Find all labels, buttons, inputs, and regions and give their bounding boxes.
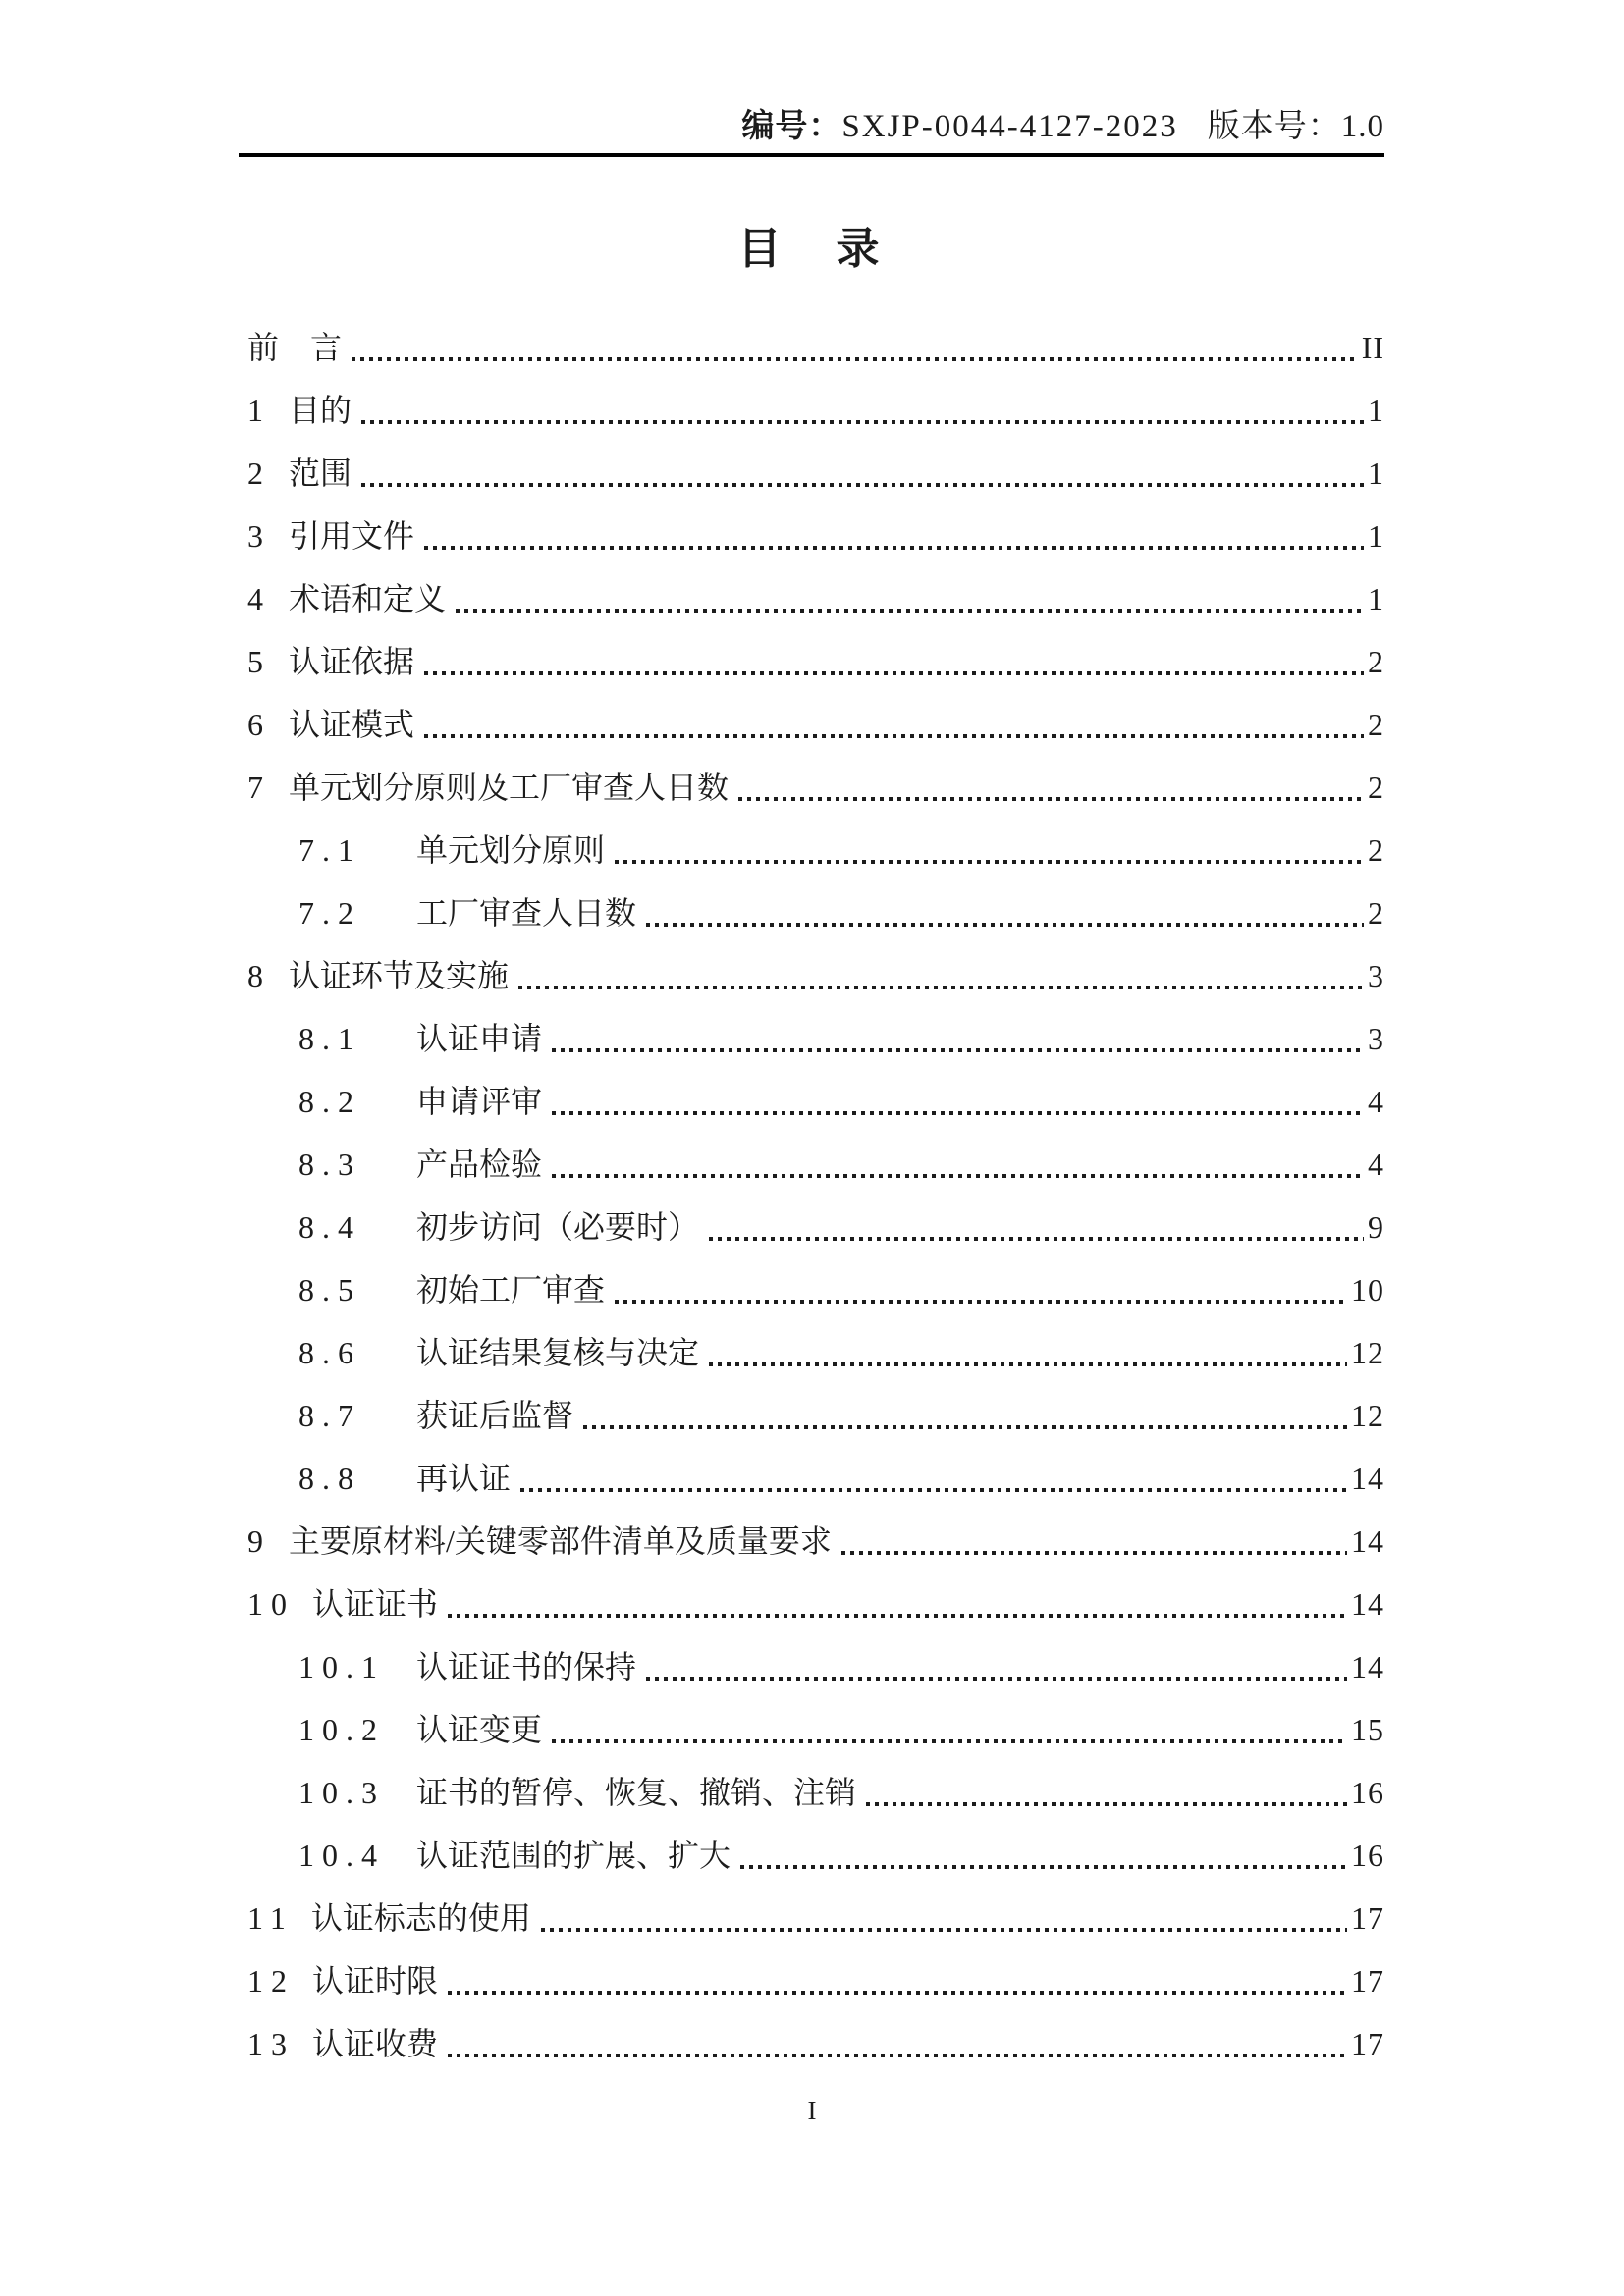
toc-entry-label: 认证时限 — [312, 1963, 439, 1999]
toc-dotted-leader — [646, 923, 1364, 927]
toc-entry — [247, 1649, 1384, 1712]
toc-entry-number: 8.8 — [298, 1461, 361, 1496]
toc-entry — [247, 393, 1384, 455]
toc-page-number: 2 — [1368, 895, 1384, 931]
toc-entry-label: 认证变更 — [416, 1712, 543, 1747]
toc-entry — [247, 832, 1384, 895]
toc-entry-label: 目的 — [289, 393, 352, 428]
toc-entry-label: 认证证书 — [312, 1586, 439, 1622]
toc-entry-number: 10 — [247, 1586, 295, 1622]
version-value: 1.0 — [1340, 109, 1384, 144]
toc-entry-label: 认证模式 — [289, 707, 415, 742]
toc-entry-number: 8.1 — [298, 1021, 361, 1056]
toc-dotted-leader — [448, 1614, 1347, 1618]
toc-entry — [247, 455, 1384, 518]
toc-entry-number: 2 — [247, 455, 271, 491]
toc-dotted-leader — [615, 860, 1364, 864]
toc-dotted-leader — [448, 2054, 1347, 2057]
toc-entry — [247, 1586, 1384, 1649]
toc-page-number: 14 — [1351, 1586, 1384, 1622]
toc-entry-number: 8.2 — [298, 1084, 361, 1119]
toc-page-number: 17 — [1351, 1963, 1384, 1999]
toc-entry-number: 8.6 — [298, 1335, 361, 1370]
toc-dotted-leader — [583, 1425, 1347, 1429]
toc-page-number: 9 — [1368, 1209, 1384, 1245]
toc-entry-number: 8.4 — [298, 1209, 361, 1245]
toc-entry-label: 范围 — [289, 455, 352, 491]
toc-entry-label: 认证环节及实施 — [289, 958, 510, 993]
toc-dotted-leader — [866, 1802, 1347, 1806]
toc-dotted-leader — [424, 546, 1364, 550]
toc-entry — [247, 1021, 1384, 1084]
page-title: 目 录 — [737, 225, 886, 273]
toc-entry-label: 单元划分原则及工厂审查人日数 — [289, 770, 730, 805]
header-rule — [239, 153, 1384, 157]
toc-entry-label: 认证申请 — [416, 1021, 543, 1056]
toc-page-number: 1 — [1368, 393, 1384, 428]
toc-entry — [247, 1272, 1384, 1335]
toc-entry-label: 获证后监督 — [416, 1398, 574, 1433]
toc-entry-number: 12 — [247, 1963, 295, 1999]
toc-entry — [247, 895, 1384, 958]
toc-page-number: 4 — [1368, 1147, 1384, 1182]
toc-page-number: 17 — [1351, 2026, 1384, 2061]
toc-entry — [247, 1712, 1384, 1775]
toc-page-number: II — [1361, 330, 1384, 365]
toc-entry-number: 7.2 — [298, 895, 361, 931]
toc-dotted-leader — [518, 986, 1364, 989]
toc-dotted-leader — [424, 734, 1364, 738]
toc-entry-number: 7 — [247, 770, 271, 805]
doc-number-label: 编号： — [741, 109, 842, 144]
toc-dotted-leader — [552, 1739, 1347, 1743]
toc-entry — [247, 2026, 1384, 2089]
toc-entry-number: 9 — [247, 1523, 271, 1559]
toc-entry-number: 3 — [247, 518, 271, 554]
toc-entry-number: 10.1 — [298, 1649, 385, 1684]
toc-entry — [247, 330, 1384, 393]
toc-entry — [247, 581, 1384, 644]
toc-entry-label: 产品检验 — [416, 1147, 543, 1182]
toc-entry-number: 10.4 — [298, 1838, 385, 1873]
toc-dotted-leader — [615, 1300, 1347, 1304]
toc — [247, 330, 1384, 2089]
toc-dotted-leader — [841, 1551, 1347, 1555]
toc-entry-label: 工厂审查人日数 — [416, 895, 637, 931]
toc-page-number: 1 — [1368, 455, 1384, 491]
toc-entry-label: 申请评审 — [416, 1084, 543, 1119]
toc-dotted-leader — [552, 1111, 1364, 1115]
toc-page-number: 3 — [1368, 1021, 1384, 1056]
toc-entry-number: 4 — [247, 581, 271, 616]
toc-entry — [247, 1900, 1384, 1963]
toc-entry-label: 主要原材料/关键零部件清单及质量要求 — [289, 1523, 832, 1559]
toc-dotted-leader — [520, 1488, 1347, 1492]
toc-entry-number: 8 — [247, 958, 271, 993]
toc-entry-label: 认证结果复核与决定 — [416, 1335, 700, 1370]
toc-entry-number: 8.5 — [298, 1272, 361, 1308]
toc-entry — [247, 958, 1384, 1021]
toc-entry — [247, 1398, 1384, 1461]
toc-page-number: 14 — [1351, 1649, 1384, 1684]
toc-dotted-leader — [646, 1677, 1347, 1681]
toc-entry-label: 认证范围的扩展、扩大 — [416, 1838, 731, 1873]
toc-dotted-leader — [740, 1865, 1347, 1869]
doc-number-value: SXJP-0044-4127-2023 — [841, 109, 1178, 144]
toc-dotted-leader — [552, 1048, 1364, 1052]
toc-dotted-leader — [541, 1928, 1347, 1932]
toc-page-number: 2 — [1368, 832, 1384, 868]
toc-entry-label: 认证证书的保持 — [416, 1649, 637, 1684]
toc-entry — [247, 1963, 1384, 2026]
toc-entry — [247, 1147, 1384, 1209]
toc-entry — [247, 1335, 1384, 1398]
toc-entry-label: 初步访问（必要时） — [416, 1209, 700, 1245]
toc-entry — [247, 1209, 1384, 1272]
toc-entry-label: 术语和定义 — [289, 581, 447, 616]
toc-entry — [247, 1523, 1384, 1586]
toc-entry-label: 认证收费 — [312, 2026, 439, 2061]
toc-entry-number: 10.3 — [298, 1775, 385, 1810]
toc-entry-number: 13 — [247, 2026, 295, 2061]
toc-entry-label: 前 言 — [247, 330, 343, 365]
toc-page-number: 4 — [1368, 1084, 1384, 1119]
toc-page-number: 2 — [1368, 770, 1384, 805]
toc-entry-label: 单元划分原则 — [416, 832, 606, 868]
toc-dotted-leader — [361, 420, 1364, 424]
toc-dotted-leader — [448, 1991, 1347, 1995]
footer-page-number: I — [807, 2096, 817, 2125]
toc-dotted-leader — [424, 671, 1364, 675]
toc-page-number: 3 — [1368, 958, 1384, 993]
toc-entry-number: 6 — [247, 707, 271, 742]
toc-entry — [247, 518, 1384, 581]
toc-page-number: 16 — [1351, 1775, 1384, 1810]
toc-entry — [247, 644, 1384, 707]
toc-dotted-leader — [738, 797, 1364, 801]
toc-page-number: 12 — [1351, 1398, 1384, 1433]
toc-entry — [247, 770, 1384, 832]
toc-dotted-leader — [552, 1174, 1364, 1178]
toc-dotted-leader — [361, 483, 1364, 487]
toc-entry-label: 证书的暂停、恢复、撤销、注销 — [416, 1775, 857, 1810]
toc-entry-number: 8.3 — [298, 1147, 361, 1182]
toc-entry-number: 10.2 — [298, 1712, 385, 1747]
toc-entry-label: 初始工厂审查 — [416, 1272, 606, 1308]
toc-dotted-leader — [709, 1237, 1364, 1241]
toc-entry-label: 引用文件 — [289, 518, 415, 554]
toc-page-number: 10 — [1351, 1272, 1384, 1308]
header-meta — [239, 100, 1384, 146]
toc-page-number: 2 — [1368, 707, 1384, 742]
toc-page-number: 12 — [1351, 1335, 1384, 1370]
toc-entry — [247, 1775, 1384, 1838]
version-label: 版本号： — [1207, 109, 1341, 144]
toc-entry-number: 8.7 — [298, 1398, 361, 1433]
toc-page-number: 15 — [1351, 1712, 1384, 1747]
toc-dotted-leader — [352, 357, 1358, 361]
toc-page-number: 17 — [1351, 1900, 1384, 1936]
toc-page-number: 2 — [1368, 644, 1384, 679]
toc-entry — [247, 1838, 1384, 1900]
toc-entry-number: 1 — [247, 393, 271, 428]
toc-page-number: 16 — [1351, 1838, 1384, 1873]
toc-entry-number: 7.1 — [298, 832, 361, 868]
toc-entry-label: 再认证 — [416, 1461, 512, 1496]
toc-page-number: 1 — [1368, 518, 1384, 554]
toc-entry-number: 5 — [247, 644, 271, 679]
toc-entry-label: 认证依据 — [289, 644, 415, 679]
toc-entry — [247, 707, 1384, 770]
toc-page-number: 14 — [1351, 1461, 1384, 1496]
toc-entry — [247, 1084, 1384, 1147]
toc-entry-label: 认证标志的使用 — [310, 1900, 531, 1936]
toc-entry — [247, 1461, 1384, 1523]
toc-dotted-leader — [709, 1362, 1347, 1366]
toc-dotted-leader — [456, 609, 1364, 613]
toc-page-number: 1 — [1368, 581, 1384, 616]
toc-entry-number: 11 — [247, 1900, 294, 1936]
toc-page-number: 14 — [1351, 1523, 1384, 1559]
